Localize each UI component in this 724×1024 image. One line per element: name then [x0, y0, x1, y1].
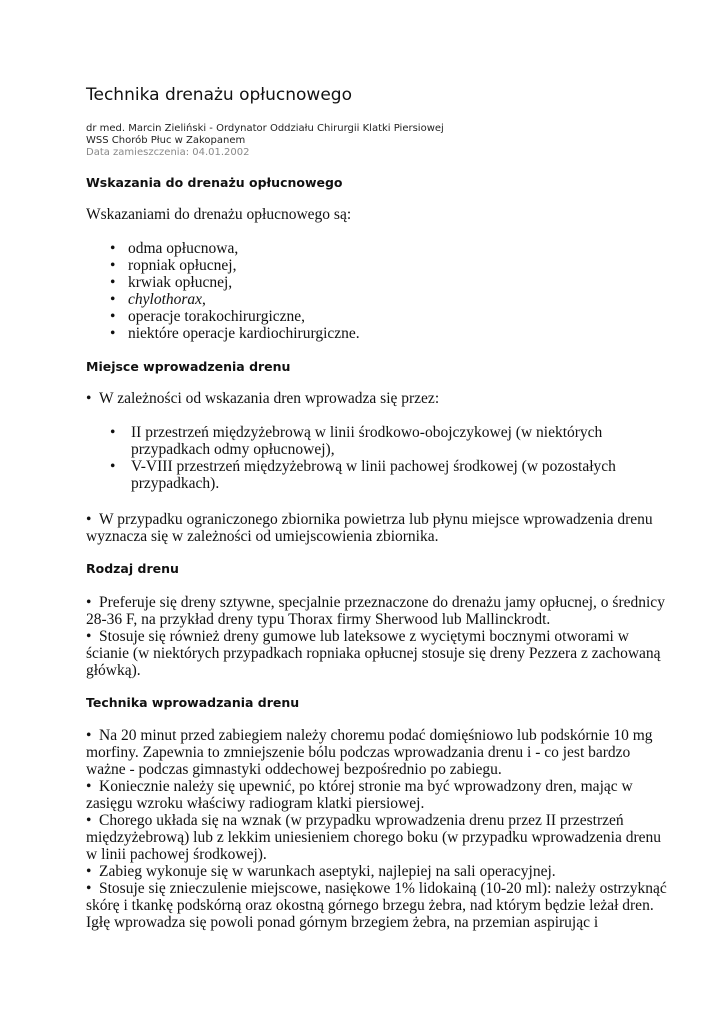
- list-item: • II przestrzeń międzyżebrową w linii środkowo-obojczykowej (w niektórych przypadkach odmy opłucnowej),: [110, 424, 630, 458]
- list-item: • krwiak opłucnej,: [110, 274, 360, 291]
- insertion-site-intro: • W zależności od wskazania dren wprowadza się przez:: [86, 390, 440, 407]
- drain-type-text: • Preferuje się dreny sztywne, specjalnie przeznaczone do drenażu jamy opłucnej, o średnicy 28-36 F, na przykład dreny typu Thorax firmy Sherwood lub Mallinckrodt. • Stosuje się również dreny gumowe lub lateksowe z wyciętymi bocznymi otworami w ścianie (w niektórych przypadkach ropniaka opłucnej stosuje się dreny Pezzera z zachowaną główką).: [86, 594, 665, 679]
- indications-intro: Wskazaniami do drenażu opłucnowego są:: [86, 206, 352, 223]
- list-item: • V-VIII przestrzeń międzyżebrową w linii pachowej środkowej (w pozostałych przypadkach).: [110, 458, 630, 492]
- list-item: • chylothorax,: [110, 291, 360, 308]
- date-line: Data zamieszczenia: 04.01.2002: [86, 147, 250, 158]
- list-item: • niektóre operacje kardiochirurgiczne.: [110, 325, 360, 342]
- insertion-site-paragraph: • W przypadku ograniczonego zbiornika powietrza lub płynu miejsce wprowadzenia drenu wyznacza się w zależności od umiejscowienia zbiornika.: [86, 511, 653, 545]
- section-heading-technique: Technika wprowadzania drenu: [86, 695, 300, 710]
- author-line: dr med. Marcin Zieliński - Ordynator Oddziału Chirurgii Klatki Piersiowej: [86, 123, 444, 134]
- list-item: • odma opłucnowa,: [110, 240, 360, 257]
- technique-text: • Na 20 minut przed zabiegiem należy choremu podać domięśniowo lub podskórnie 10 mg morfiny. Zapewnia to zmniejszenie bólu podczas wprowadzania drenu i - co jest bardzo ważne - podczas gimnastyki oddechowej bezpośrednio po zabiegu. • Koniecznie należy się upewnić, po której stronie ma być wprowadzony dren, mając w zasięgu wzroku właściwy radiogram klatki piersiowej. • Chorego układa się na wznak (w przypadku wprowadzenia drenu przez II przestrzeń międzyżebrową) lub z lekkim uniesieniem chorego boku (w przypadku wprowadzenia drenu w linii pachowej środkowej). • Zabieg wykonuje się w warunkach aseptyki, najlepiej na sali operacyjnej. • Stosuje się znieczulenie miejscowe, nasiękowe 1% lidokainą (10-20 ml): należy ostrzyknąć skórę i tkankę podskórną oraz okostną górnego brzegu żebra, nad którym będzie leżał dren. Igłę wprowadza się powoli ponad górnym brzegiem żebra, na przemian aspirując i: [86, 727, 667, 931]
- section-heading-insertion-site: Miejsce wprowadzenia drenu: [86, 359, 291, 374]
- section-heading-drain-type: Rodzaj drenu: [86, 561, 179, 576]
- institution-line: WSS Chorób Płuc w Zakopanem: [86, 135, 246, 146]
- list-item: • operacje torakochirurgiczne,: [110, 308, 360, 325]
- indications-list: [110, 240, 360, 342]
- section-heading-indications: Wskazania do drenażu opłucnowego: [86, 175, 343, 190]
- document-title: Technika drenażu opłucnowego: [86, 85, 352, 105]
- insertion-site-list: [110, 424, 630, 492]
- list-item: • ropniak opłucnej,: [110, 257, 360, 274]
